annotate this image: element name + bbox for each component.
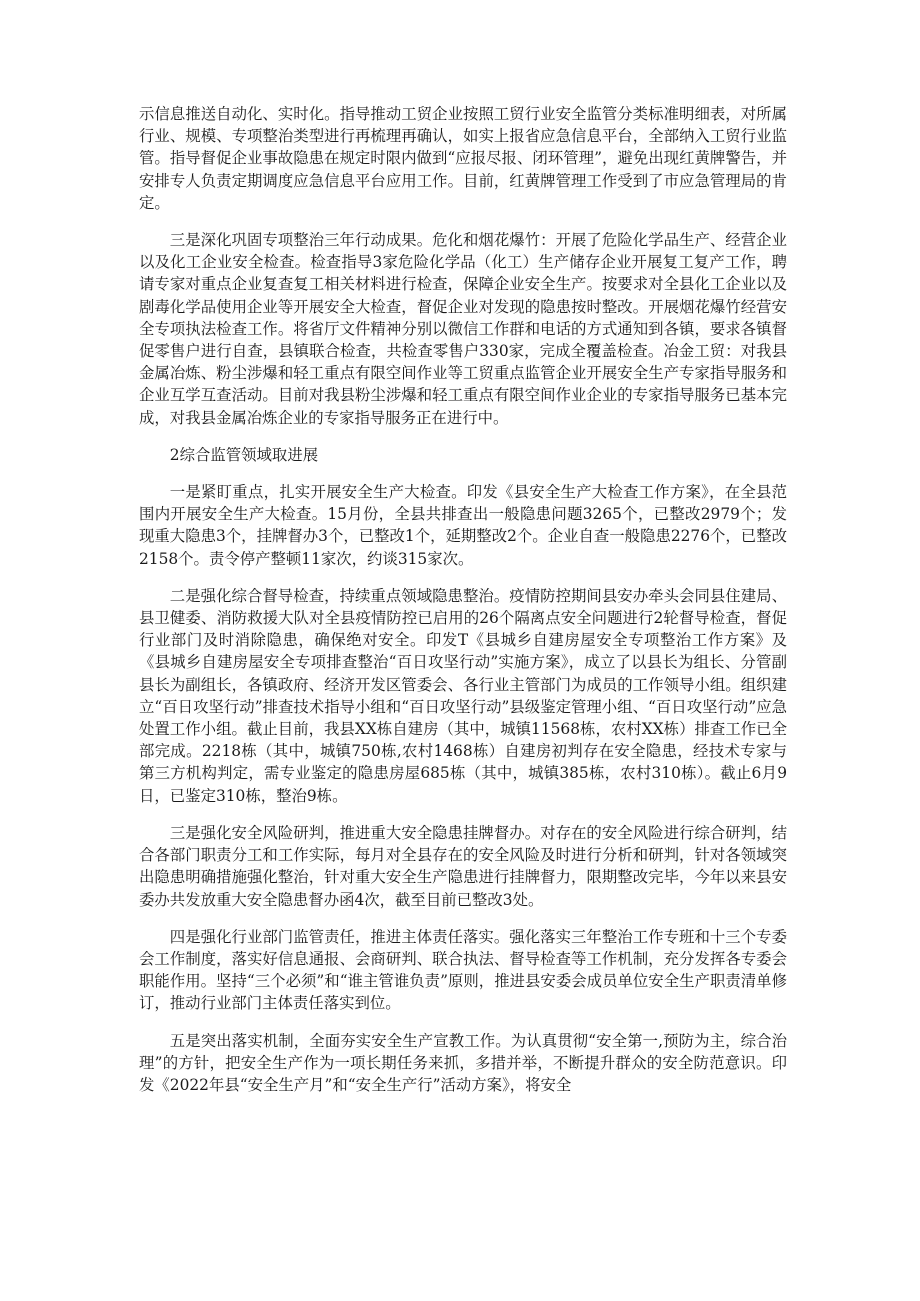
paragraph-special-rectification: 三是深化巩固专项整治三年行动成果。危化和烟花爆竹：开展了危险化学品生产、经营企业以及化工企业安全检查。检查指导3家危险化学品（化工）生产储存企业开展复工复产工作，聘请专家对重点企业复查复工相关材料进行检查，保障企业安全生产。按要求对全县化工企业以及剧毒化学品使用企业等开展安全大检查，督促企业对发现的隐患按时整改。开展烟花爆竹经营安全专项执法检查工作。将省厅文件精神分别以微信工作群和电话的方式通知到各镇，要求各镇督促零售户进行自查，县镇联合检查，共检查零售户330家，完成全覆盖检查。冶金工贸：对我县金属冶炼、粉尘涉爆和轻工重点有限空间作业等工贸重点监管企业开展安全生产专家指导服务和企业互学互查活动。目前对我县粉尘涉爆和轻工重点有限空间作业企业的专家指导服务已基本完成，对我县金属冶炼企业的专家指导服务正在进行中。: [139, 231, 787, 427]
paragraph-continued: 示信息推送自动化、实时化。指导推动工贸企业按照工贸行业安全监管分类标准明细表，对所属行业、规模、专项整治类型进行再梳理再确认，如实上报省应急信息平台，全部纳入工贸行业监管。指导督促企业事故隐患在规定时限内做到“应报尽报、闭环管理”，避免出现红黄牌警告，并安排专人负责定期调度应急信息平台应用工作。目前，红黄牌管理工作受到了市应急管理局的肯定。: [139, 105, 787, 212]
document-body: [139, 103, 787, 1111]
paragraph-risk-assessment: 三是强化安全风险研判，推进重大安全隐患挂牌督办。对存在的安全风险进行综合研判，结合各部门职责分工和工作实际，每月对全县存在的安全风险及时进行分析和研判，针对各领域突出隐患明确措施强化整治，针对重大安全生产隐患进行挂牌督力，限期整改完毕，今年以来县安委办共发放重大安全隐患督办函4次，截至目前已整改3处。: [139, 823, 787, 909]
paragraph-major-inspection: 一是紧盯重点，扎实开展安全生产大检查。印发《县安全生产大检查工作方案》，在全县范围内开展安全生产大检查。15月份，全县共排查出一般隐患问题3265个，已整改2979个；发现重大隐患3个，挂牌督办3个，已整改1个，延期整改2个。企业自查一般隐患2276个，已整改2158个。责令停产整顿11家次，约谈315家次。: [139, 483, 787, 568]
paragraph-safety-education: 五是突出落实机制，全面夯实安全生产宣教工作。为认真贯彻“安全第一,预防为主，综合治理”的方针，把安全生产作为一项长期任务来抓，多措并举，不断提升群众的安全防范意识。印发《2022年县“安全生产月”和“安全生产行”活动方案》，将安全: [139, 1031, 787, 1094]
paragraph-supervision-inspection: 二是强化综合督导检查，持续重点领域隐患整治。疫情防控期间县安办牵头会同县住建局、县卫健委、消防救援大队对全县疫情防控已启用的26个隔离点安全问题进行2轮督导检查，督促行业部门及时消除隐患，确保绝对安全。印发T《县城乡自建房屋安全专项整治工作方案》及《县城乡自建房屋安全专项排查整治“百日攻坚行动”实施方案》，成立了以县长为组长、分管副县长为副组长，各镇政府、经济开发区管委会、各行业主管部门为成员的工作领导小组。组织建立“百日攻坚行动”排查技术指导小组和“百日攻坚行动”县级鉴定管理小组、“百日攻坚行动”应急处置工作小组。截止目前，我县XX栋自建房（其中，城镇11568栋，农村XX栋）排查工作已全部完成。2218栋（其中，城镇750栋,农村1468栋）自建房初判存在安全隐患，经技术专家与第三方机构判定，需专业鉴定的隐患房屋685栋（其中，城镇385栋，农村310栋）。截止6月9日，已鉴定310栋，整治9栋。: [139, 586, 787, 805]
paragraph-industry-responsibility: 四是强化行业部门监管责任，推进主体责任落实。强化落实三年整治工作专班和十三个专委会工作制度，落实好信息通报、会商研判、联合执法、督导检查等工作机制，充分发挥各专委会职能作用。坚持“三个必须”和“谁主管谁负责”原则，推进县安委会成员单位安全生产职责清单修订，推动行业部门主体责任落实到位。: [139, 927, 787, 1013]
section-heading: 2综合监管领域取进展: [169, 445, 319, 464]
